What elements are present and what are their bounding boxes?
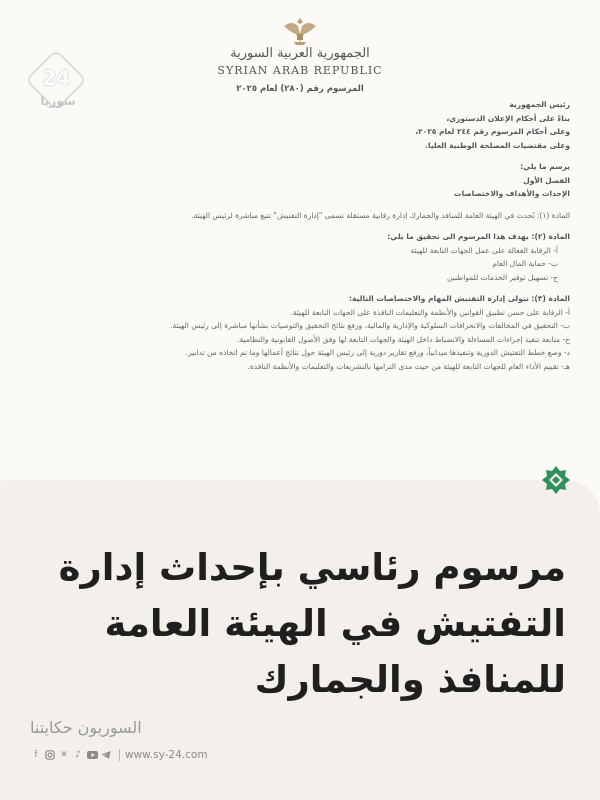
chapter-title: الإحداث والأهداف والاختصاصات [454, 189, 570, 198]
watermark-word: سوريا [40, 94, 76, 108]
x-icon[interactable]: ✕ [60, 750, 68, 760]
article-3-heading: المادة (٣): تتولى إدارة التفتيش المهام والاختصاصات التالية: [349, 294, 570, 303]
chapter-label: الفصل الأول [523, 175, 570, 185]
article-2-item: أ- الرقابة الفعالة على عمل الجهات التابعة للهيئة [410, 245, 558, 255]
republic-name-english: SYRIAN ARAB REPUBLIC [217, 64, 383, 77]
article-3-item: ب- التحقيق في المخالفات والانحرافات السلوكية والإدارية والمالية، ورفع نتائج التحقيق والتوصيات بشأنها مباشرة إلى رئيس الهيئة. [170, 321, 570, 330]
article-1: المادة (١): تُحدث في الهيئة العامة للمنافذ والجمارك إدارة رقابية مستقلة تسمى "إدارة التفتيش" تتبع مباشرة لرئيس الهيئة. [191, 210, 570, 220]
article-2-item: ب- حماية المال العام [492, 259, 558, 268]
article-3-item: ج- متابعة تنفيذ إجراءات المساءلة والانضباط داخل الهيئة والجهات التابعة لها وفق الأصول القانونية والنظامية. [237, 334, 570, 344]
preamble-head: رئيس الجمهورية [509, 100, 570, 109]
preamble-line: بناءً على أحكام الإعلان الدستوري، [446, 113, 570, 123]
youtube-icon[interactable] [86, 749, 98, 761]
article-headline: مرسوم رئاسي بإحداث إدارة التفتيش في الهيئة العامة للمنافذ والجمارك [58, 546, 566, 701]
decrees-line: يرسم ما يلي: [520, 162, 570, 171]
facebook-icon[interactable]: f [34, 750, 38, 760]
brand-slogan: السوريون حكايتنا [30, 718, 142, 737]
preamble-line: وعلى مقتضيات المصلحة الوطنية العليا. [425, 140, 570, 150]
footer-divider [119, 749, 120, 761]
article-3-item: أ- الرقابة على حسن تطبيق القوانين والأنظمة والتعليمات النافذة على الجهات التابعة للهيئة. [290, 307, 570, 317]
instagram-icon[interactable] [44, 749, 56, 761]
article-2-heading: المادة (٢): يهدف هذا المرسوم الى تحقيق ما يلي: [387, 232, 570, 241]
watermark-number: 24 [42, 66, 70, 90]
article-3-item: هـ- تقييم الأداء العام للجهات التابعة للهيئة من حيث مدى التزامها بالتشريعات والتعليمات والأنظمة النافذة. [247, 361, 570, 371]
syrian-eagle-emblem-icon [282, 12, 318, 48]
tiktok-icon[interactable]: ♪ [75, 750, 81, 760]
preamble-line: وعلى أحكام المرسوم رقم ٢٤٤ لعام ٢٠٢٥، [415, 127, 570, 136]
syria24-watermark-logo [30, 56, 86, 112]
telegram-icon[interactable] [100, 749, 112, 761]
decree-body [95, 98, 570, 373]
website-link[interactable]: www.sy-24.com [125, 749, 208, 761]
footer-social-bar [30, 748, 208, 762]
decree-number: المرسوم رقم (٢٨٠) لعام ٢٠٢٥ [236, 84, 364, 94]
green-octagon-badge-icon [541, 465, 571, 495]
article-3-item: د- وضع خطط التفتيش الدورية وتنفيذها ميدانياً، ورفع تقارير دورية إلى رئيس الهيئة حول نتائج أعمالها وما تم اتخاذه من تدابير. [185, 348, 570, 357]
article-2-item: ج- تسهيل توفير الخدمات للمواطنين [447, 272, 558, 282]
republic-name-arabic: الجمهورية العربية السورية [230, 46, 370, 61]
